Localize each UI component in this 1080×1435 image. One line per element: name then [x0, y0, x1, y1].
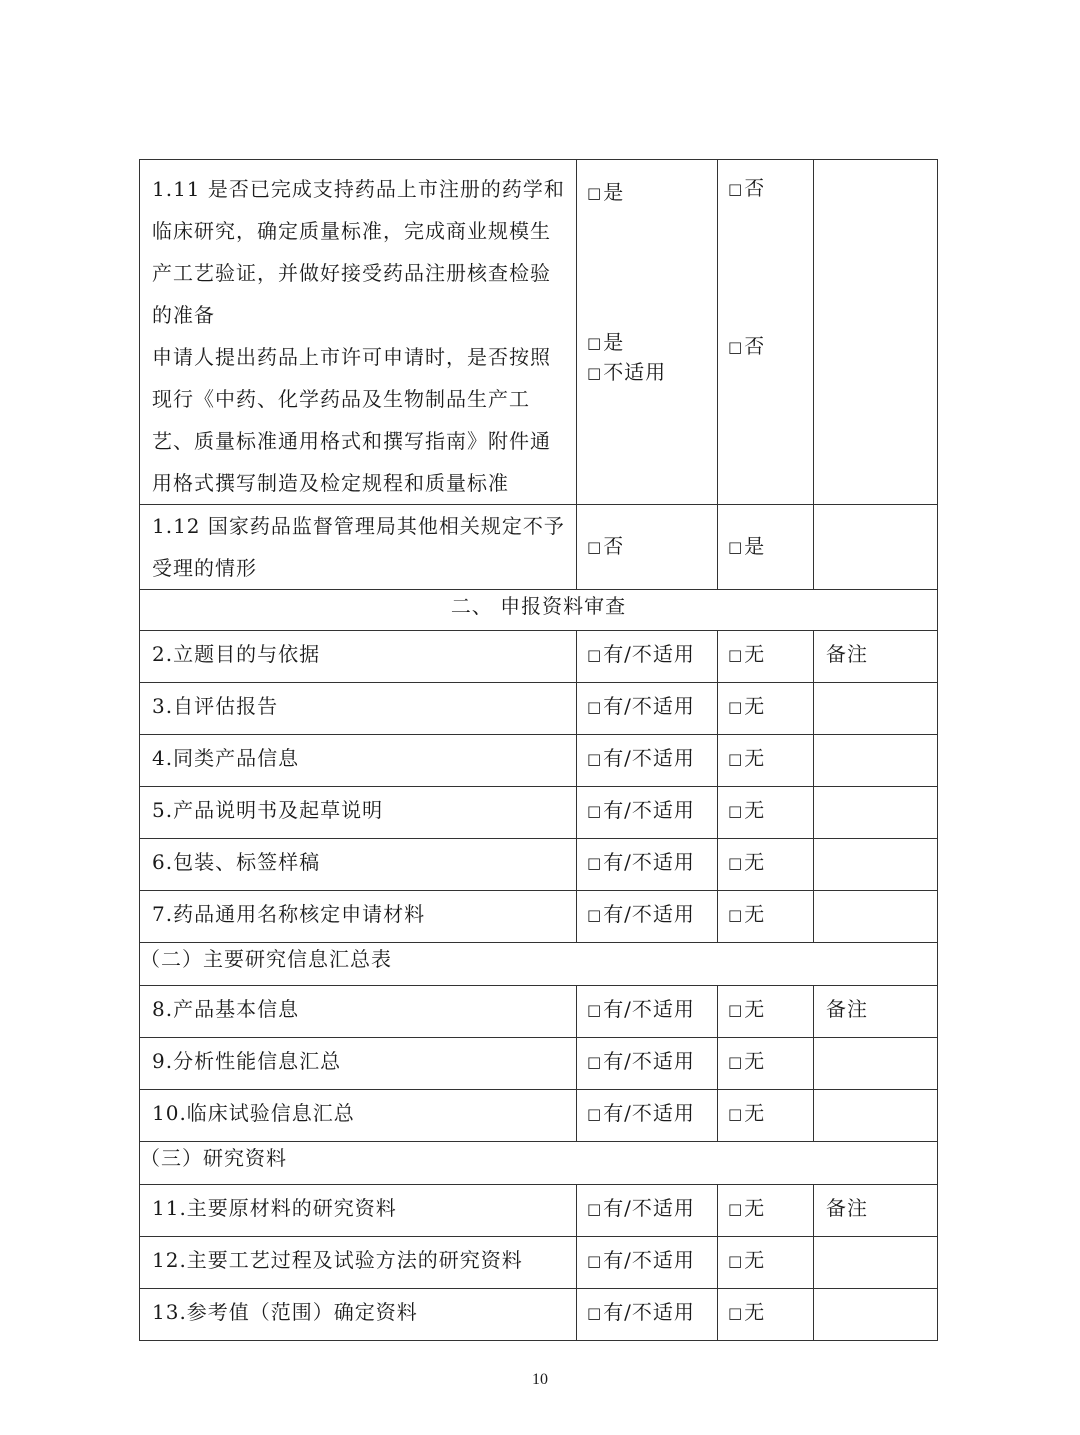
table-row — [140, 891, 938, 943]
item-label-cell — [140, 1090, 577, 1142]
item-label: 11.主要原材料的研究资料 — [152, 1196, 397, 1220]
item-label: 9.分析性能信息汇总 — [152, 1049, 342, 1073]
option-cell — [718, 891, 814, 943]
option-label: 无 — [744, 1248, 766, 1272]
option-cell — [718, 787, 814, 839]
option-label: 有/不适用 — [603, 642, 695, 666]
section-title: 二、 申报资料审查 — [140, 590, 938, 631]
item-label: 3.自评估报告 — [152, 694, 279, 718]
option-cell — [577, 1185, 718, 1237]
checkbox-option[interactable] — [718, 1237, 813, 1275]
option-cell — [577, 505, 718, 590]
note-label: 备注 — [826, 1196, 868, 1220]
checkbox-option[interactable] — [718, 160, 813, 204]
option-label: 无 — [744, 997, 766, 1021]
note-cell — [814, 735, 938, 787]
option-label: 是 — [603, 180, 625, 204]
checkbox-option[interactable] — [718, 735, 813, 773]
item-label: 2.立题目的与依据 — [152, 642, 321, 666]
checkbox-option[interactable] — [577, 1185, 717, 1223]
note-cell — [814, 1090, 938, 1142]
item-label: 7.药品通用名称核定申请材料 — [152, 902, 426, 926]
note-label — [814, 1038, 937, 1048]
option-cell — [577, 839, 718, 891]
checkbox-option[interactable] — [718, 787, 813, 825]
section-header-row — [140, 590, 938, 631]
checkbox-option[interactable] — [718, 532, 813, 562]
note-label — [814, 735, 937, 745]
note-cell — [814, 1038, 938, 1090]
checkbox-icon[interactable]: □ — [587, 184, 603, 202]
item-label-cell — [140, 683, 577, 735]
note-label — [814, 891, 937, 901]
item-label: 8.产品基本信息 — [152, 997, 300, 1021]
item-label: 10.临床试验信息汇总 — [152, 1101, 355, 1125]
option-label: 无 — [744, 642, 766, 666]
checkbox-option[interactable] — [577, 160, 717, 208]
checkbox-option[interactable] — [718, 683, 813, 721]
note-cell — [814, 1237, 938, 1289]
checkbox-option[interactable] — [577, 1038, 717, 1076]
checkbox-icon[interactable]: □ — [728, 1001, 744, 1019]
item-label-cell — [140, 1289, 577, 1341]
note-label — [814, 1289, 937, 1299]
item-label: 6.包装、标签样稿 — [152, 850, 321, 874]
checkbox-icon[interactable]: □ — [587, 1105, 603, 1123]
item-1-11-label: 1.11 是否已完成支持药品上市注册的药学和临床研究，确定质量标准，完成商业规模生产工艺验证，并做好接受药品注册核查检验的准备 — [152, 177, 565, 327]
option-label: 有/不适用 — [603, 1248, 695, 1272]
checkbox-option[interactable] — [718, 1090, 813, 1128]
item-label: 13.参考值（范围）确定资料 — [152, 1300, 418, 1324]
option-cell — [718, 1237, 814, 1289]
table-row — [140, 683, 938, 735]
option-label: 无 — [744, 1101, 766, 1125]
option-cell — [718, 1185, 814, 1237]
item-label-cell — [140, 787, 577, 839]
checkbox-icon[interactable]: □ — [587, 646, 603, 664]
table-row — [140, 160, 938, 505]
table-row — [140, 1038, 938, 1090]
option-label: 无 — [744, 902, 766, 926]
option-label: 不适用 — [603, 360, 667, 384]
note-cell — [814, 1185, 938, 1237]
option-cell — [718, 735, 814, 787]
checkbox-icon[interactable]: □ — [587, 1200, 603, 1218]
checkbox-icon[interactable]: □ — [728, 906, 744, 924]
checkbox-option[interactable] — [718, 986, 813, 1024]
note-label: 备注 — [826, 997, 868, 1021]
checkbox-icon[interactable]: □ — [728, 1304, 744, 1322]
checkbox-icon[interactable]: □ — [587, 906, 603, 924]
option-label: 有/不适用 — [603, 694, 695, 718]
checkbox-option[interactable] — [577, 986, 717, 1024]
checkbox-icon[interactable]: □ — [728, 1053, 744, 1071]
option-label: 无 — [744, 1196, 766, 1220]
note-label — [814, 1237, 937, 1247]
item-1-12-label: 1.12 国家药品监督管理局其他相关规定不予受理的情形 — [152, 514, 565, 580]
checkbox-option[interactable] — [577, 631, 717, 669]
item-label: 4.同类产品信息 — [152, 746, 300, 770]
group-3-rows — [140, 1185, 938, 1341]
checkbox-icon[interactable]: □ — [587, 538, 603, 556]
checkbox-icon[interactable]: □ — [728, 854, 744, 872]
checkbox-icon[interactable]: □ — [728, 1200, 744, 1218]
table-row — [140, 839, 938, 891]
checkbox-option[interactable] — [718, 631, 813, 669]
item-1-12-cell — [140, 505, 577, 590]
item-label-cell — [140, 986, 577, 1038]
checkbox-icon[interactable]: □ — [587, 802, 603, 820]
option-label: 有/不适用 — [603, 798, 695, 822]
checkbox-option[interactable] — [718, 1289, 813, 1327]
note-label: 备注 — [826, 642, 868, 666]
note-label — [814, 839, 937, 849]
option-label: 否 — [603, 534, 625, 558]
checkbox-option[interactable] — [577, 735, 717, 773]
option-cell — [718, 986, 814, 1038]
note-cell — [814, 683, 938, 735]
option-label: 有/不适用 — [603, 850, 695, 874]
page-number: 10 — [532, 1371, 548, 1388]
checkbox-icon[interactable]: □ — [587, 1001, 603, 1019]
option-label: 有/不适用 — [603, 1300, 695, 1324]
note-label — [814, 683, 937, 693]
option-label: 无 — [744, 694, 766, 718]
item-label-cell — [140, 891, 577, 943]
option-cell — [718, 160, 814, 505]
option-label: 有/不适用 — [603, 902, 695, 926]
item-label: 12.主要工艺过程及试验方法的研究资料 — [152, 1248, 523, 1272]
item-label-cell — [140, 1185, 577, 1237]
review-checklist-table — [139, 159, 938, 1341]
table-row — [140, 735, 938, 787]
checkbox-option[interactable] — [577, 328, 717, 358]
checkbox-option[interactable] — [718, 1185, 813, 1223]
checkbox-icon[interactable]: □ — [728, 1105, 744, 1123]
table-row — [140, 505, 938, 590]
checkbox-option[interactable] — [577, 1090, 717, 1128]
checkbox-icon[interactable]: □ — [587, 1304, 603, 1322]
option-cell — [577, 986, 718, 1038]
note-cell — [814, 891, 938, 943]
option-label: 否 — [744, 176, 766, 200]
checkbox-icon[interactable]: □ — [728, 750, 744, 768]
option-label: 有/不适用 — [603, 1101, 695, 1125]
item-1-11-cell — [140, 160, 577, 505]
checkbox-icon[interactable]: □ — [587, 854, 603, 872]
checkbox-icon[interactable]: □ — [728, 646, 744, 664]
option-cell — [577, 1237, 718, 1289]
item-label-cell — [140, 839, 577, 891]
checkbox-icon[interactable]: □ — [587, 750, 603, 768]
note-cell — [814, 986, 938, 1038]
option-label: 无 — [744, 746, 766, 770]
option-label: 无 — [744, 798, 766, 822]
checkbox-icon[interactable]: □ — [728, 338, 744, 356]
option-cell — [577, 631, 718, 683]
option-label: 无 — [744, 850, 766, 874]
option-cell — [577, 891, 718, 943]
group-1-rows — [140, 631, 938, 943]
checkbox-option[interactable] — [718, 839, 813, 877]
option-cell — [718, 683, 814, 735]
option-label: 是 — [603, 330, 625, 354]
option-label: 否 — [744, 334, 766, 358]
subsection-title: （二）主要研究信息汇总表 — [140, 943, 938, 986]
checkbox-icon[interactable]: □ — [728, 802, 744, 820]
option-label: 是 — [744, 534, 766, 558]
option-cell — [718, 631, 814, 683]
subsection-title: （三）研究资料 — [140, 1142, 938, 1185]
item-label: 5.产品说明书及起草说明 — [152, 798, 384, 822]
option-cell — [718, 1289, 814, 1341]
option-cell — [577, 735, 718, 787]
checkbox-option[interactable] — [577, 532, 717, 562]
checkbox-option[interactable] — [577, 787, 717, 825]
subsection-header-row — [140, 1142, 938, 1185]
option-cell — [718, 505, 814, 590]
note-cell — [814, 1289, 938, 1341]
note-cell — [814, 505, 938, 590]
checkbox-option[interactable] — [577, 1289, 717, 1327]
checkbox-option[interactable] — [718, 332, 813, 362]
note-label — [814, 787, 937, 797]
item-label-cell — [140, 1237, 577, 1289]
option-label: 有/不适用 — [603, 746, 695, 770]
option-cell — [718, 1090, 814, 1142]
option-label: 有/不适用 — [603, 1049, 695, 1073]
option-cell — [577, 1038, 718, 1090]
table-row — [140, 1090, 938, 1142]
item-label-cell — [140, 1038, 577, 1090]
checkbox-option[interactable] — [577, 839, 717, 877]
checkbox-icon[interactable]: □ — [728, 180, 744, 198]
option-cell — [577, 1090, 718, 1142]
subsection-header-row — [140, 943, 938, 986]
item-label-cell — [140, 735, 577, 787]
table-row — [140, 1185, 938, 1237]
option-label: 无 — [744, 1300, 766, 1324]
option-label: 有/不适用 — [603, 997, 695, 1021]
option-label: 无 — [744, 1049, 766, 1073]
checkbox-icon[interactable]: □ — [587, 364, 603, 382]
table-row — [140, 1237, 938, 1289]
option-cell — [718, 1038, 814, 1090]
checkbox-icon[interactable]: □ — [728, 698, 744, 716]
checkbox-option[interactable] — [577, 358, 717, 388]
checkbox-icon[interactable]: □ — [587, 1252, 603, 1270]
option-cell — [577, 787, 718, 839]
item-label-cell — [140, 631, 577, 683]
checkbox-option[interactable] — [577, 1237, 717, 1275]
table-row — [140, 631, 938, 683]
note-label — [814, 1090, 937, 1100]
checkbox-option[interactable] — [577, 683, 717, 721]
note-cell — [814, 160, 938, 505]
checkbox-icon[interactable]: □ — [728, 538, 744, 556]
group-2-rows — [140, 986, 938, 1142]
option-label: 有/不适用 — [603, 1196, 695, 1220]
note-cell — [814, 839, 938, 891]
note-cell — [814, 631, 938, 683]
item-1-11-sub-label: 申请人提出药品上市许可申请时，是否按照现行《中药、化学药品及生物制品生产工艺、质量标准通用格式和撰写指南》附件通用格式撰写制造及检定规程和质量标准 — [152, 345, 551, 495]
option-cell — [718, 839, 814, 891]
checkbox-option[interactable] — [718, 1038, 813, 1076]
checkbox-icon[interactable]: □ — [587, 334, 603, 352]
option-cell — [577, 1289, 718, 1341]
option-cell — [577, 683, 718, 735]
checkbox-option[interactable] — [577, 891, 717, 929]
table-row — [140, 986, 938, 1038]
table-row — [140, 787, 938, 839]
option-cell — [577, 160, 718, 505]
table-row — [140, 1289, 938, 1341]
checkbox-icon[interactable]: □ — [587, 698, 603, 716]
checkbox-icon[interactable]: □ — [587, 1053, 603, 1071]
checkbox-option[interactable] — [718, 891, 813, 929]
note-cell — [814, 787, 938, 839]
checkbox-icon[interactable]: □ — [728, 1252, 744, 1270]
